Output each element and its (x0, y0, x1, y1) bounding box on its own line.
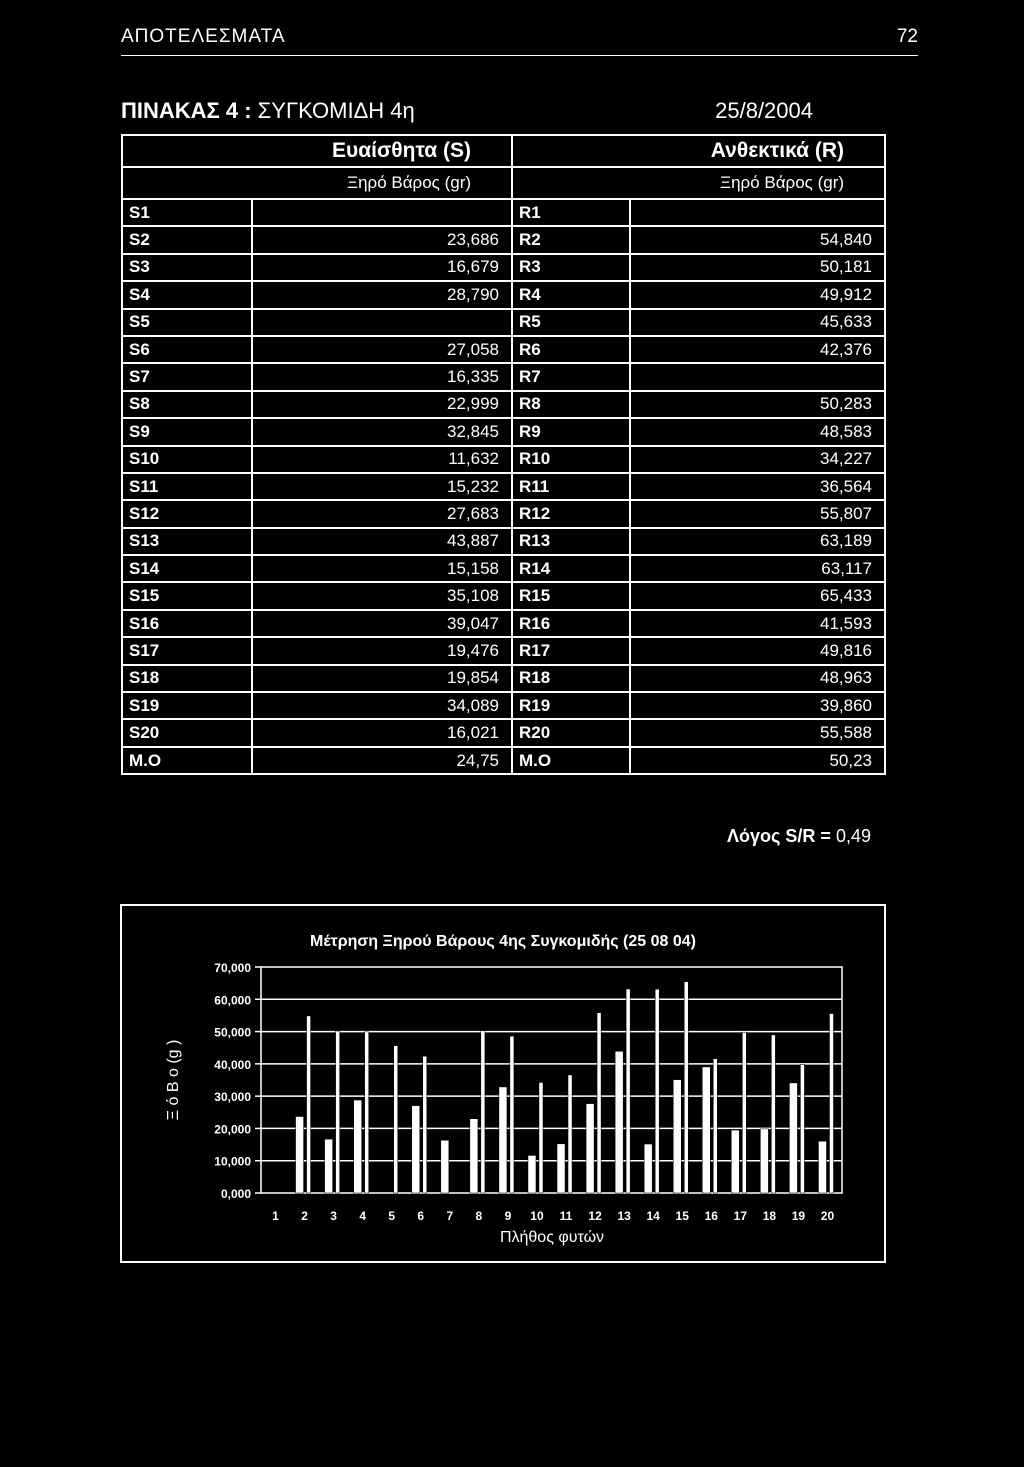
bar (528, 1155, 536, 1193)
sample-r-value: 42,376 (630, 336, 885, 363)
bar (626, 989, 630, 1193)
bar (742, 1032, 746, 1193)
bar (510, 1036, 514, 1193)
table-row (122, 692, 885, 719)
bar (470, 1119, 478, 1193)
sample-s-value: 19,854 (252, 665, 512, 692)
bar (423, 1056, 427, 1193)
sample-s-value: 16,021 (252, 719, 512, 746)
bar (713, 1059, 717, 1193)
bar (673, 1080, 681, 1193)
sample-s-value: 27,058 (252, 336, 512, 363)
results-table (121, 134, 886, 775)
table-row (122, 418, 885, 445)
x-tick-label: 15 (675, 1209, 689, 1223)
sample-s-label: S11 (122, 473, 252, 500)
bar (818, 1141, 826, 1193)
bar (412, 1106, 420, 1193)
sample-s-value: 32,845 (252, 418, 512, 445)
sample-s-label: S2 (122, 226, 252, 253)
bar (655, 989, 659, 1193)
bar (481, 1031, 485, 1193)
x-tick-label: 6 (417, 1209, 425, 1223)
sample-s-value (252, 309, 512, 336)
bar (557, 1144, 565, 1193)
page-header (121, 26, 918, 48)
y-tick-label: 20,000 (214, 1122, 251, 1137)
sample-s-label: S17 (122, 637, 252, 664)
sample-s-label: S19 (122, 692, 252, 719)
table-number: ΠΙΝΑΚΑΣ 4 : (121, 98, 252, 123)
sample-r-label: R1 (512, 199, 630, 226)
table-title (121, 98, 813, 124)
bar (615, 1051, 623, 1193)
bar (394, 1046, 398, 1193)
sample-s-value: 16,335 (252, 363, 512, 390)
table-row (122, 199, 885, 226)
sample-r-label: R2 (512, 226, 630, 253)
bar (499, 1087, 507, 1193)
sample-s-value: 23,686 (252, 226, 512, 253)
sample-r-value: 54,840 (630, 226, 885, 253)
bar (702, 1067, 710, 1193)
bar (829, 1014, 833, 1193)
sample-r-value: 45,633 (630, 309, 885, 336)
sample-s-label: S1 (122, 199, 252, 226)
bar (296, 1117, 304, 1193)
table-row (122, 637, 885, 664)
x-tick-label: 19 (791, 1209, 806, 1223)
bar (354, 1100, 362, 1193)
sample-s-value: 11,632 (252, 446, 512, 473)
sample-r-label: R3 (512, 254, 630, 281)
ratio-value: 0,49 (835, 826, 871, 846)
y-tick-label: 50,000 (214, 1025, 251, 1040)
sample-r-value: 50,23 (630, 747, 885, 774)
x-tick-label: 10 (530, 1209, 544, 1223)
group-resistant: Ανθεκτικά (R) (512, 135, 885, 167)
sample-s-label: S15 (122, 582, 252, 609)
y-tick-label: 70,000 (214, 961, 251, 975)
sample-s-value: 28,790 (252, 281, 512, 308)
bar (365, 1032, 369, 1193)
sample-r-value: 50,283 (630, 391, 885, 418)
x-tick-label: 7 (446, 1209, 454, 1223)
sample-r-value: 63,117 (630, 555, 885, 582)
table-row (122, 610, 885, 637)
table-row (122, 446, 885, 473)
sample-r-label: R5 (512, 309, 630, 336)
sample-s-label: S20 (122, 719, 252, 746)
sample-s-value: 34,089 (252, 692, 512, 719)
sample-s-label: Μ.Ο (122, 747, 252, 774)
chart-container (120, 904, 886, 1263)
group-sensitive: Ευαίσθητα (S) (122, 135, 512, 167)
sample-r-value: 49,816 (630, 637, 885, 664)
y-tick-label: 30,000 (214, 1090, 251, 1105)
table-row (122, 281, 885, 308)
sample-s-label: S7 (122, 363, 252, 390)
sample-s-label: S4 (122, 281, 252, 308)
table-row (122, 582, 885, 609)
sample-r-label: R11 (512, 473, 630, 500)
section-title: ΑΠΟΤΕΛΕΣΜΑΤΑ (121, 26, 286, 47)
sample-s-label: S8 (122, 391, 252, 418)
sample-s-value (252, 199, 512, 226)
bar (760, 1129, 768, 1193)
x-tick-label: 9 (504, 1209, 512, 1223)
sample-r-value: 41,593 (630, 610, 885, 637)
bar (441, 1140, 449, 1193)
sample-r-label: R20 (512, 719, 630, 746)
sample-r-value: 48,583 (630, 418, 885, 445)
x-tick-label: 5 (388, 1209, 396, 1223)
bar (325, 1139, 333, 1193)
sample-s-label: S16 (122, 610, 252, 637)
sample-r-label: R10 (512, 446, 630, 473)
table-row (122, 363, 885, 390)
chart-title: Μέτρηση Ξηρού Βάρους 4ης Συγκομιδής (25 08 04) (310, 933, 696, 950)
y-tick-label: 10,000 (214, 1154, 251, 1169)
sample-r-label: R16 (512, 610, 630, 637)
table-row (122, 254, 885, 281)
sample-r-label: R15 (512, 582, 630, 609)
bar (336, 1031, 340, 1193)
unit-resistant: Ξηρό Βάρος (gr) (512, 167, 885, 199)
sample-r-value: 49,912 (630, 281, 885, 308)
sample-s-value: 27,683 (252, 500, 512, 527)
x-axis-label: Πλήθος φυτών (499, 1229, 605, 1246)
sample-s-value: 22,999 (252, 391, 512, 418)
sample-r-value: 63,189 (630, 528, 885, 555)
group-header-row (122, 135, 885, 167)
table-row (122, 719, 885, 746)
table-row (122, 391, 885, 418)
sample-r-value (630, 363, 885, 390)
sample-r-label: R4 (512, 281, 630, 308)
sample-r-value: 34,227 (630, 446, 885, 473)
bar (568, 1075, 572, 1193)
table-subtitle: ΣΥΓΚΟΜΙΔΗ 4η (257, 98, 415, 123)
bar (644, 1144, 652, 1193)
sample-r-value: 36,564 (630, 473, 885, 500)
plot-area (261, 967, 842, 1193)
x-tick-label: 4 (359, 1209, 367, 1223)
y-tick-label: 40,000 (214, 1057, 251, 1072)
bar (731, 1130, 739, 1193)
sample-s-label: S10 (122, 446, 252, 473)
sample-r-value: 55,807 (630, 500, 885, 527)
sample-r-label: R14 (512, 555, 630, 582)
mean-row (122, 747, 885, 774)
x-tick-label: 8 (475, 1209, 483, 1223)
x-tick-label: 13 (617, 1209, 631, 1223)
sample-r-value: 65,433 (630, 582, 885, 609)
table-row (122, 309, 885, 336)
sample-r-label: R9 (512, 418, 630, 445)
table-row (122, 528, 885, 555)
table-row (122, 473, 885, 500)
table-date: 25/8/2004 (715, 98, 813, 123)
table-row (122, 555, 885, 582)
y-tick-label: 0,000 (220, 1187, 251, 1201)
x-tick-label: 18 (762, 1209, 777, 1223)
table-row (122, 500, 885, 527)
unit-header-row (122, 167, 885, 199)
sample-r-label: R6 (512, 336, 630, 363)
sample-r-label: R12 (512, 500, 630, 527)
y-axis-label: Ξ ό Β ο (g ) (165, 1039, 182, 1121)
sample-r-label: R19 (512, 692, 630, 719)
sample-r-value: 48,963 (630, 665, 885, 692)
sample-r-label: R17 (512, 637, 630, 664)
bar (586, 1104, 594, 1193)
sample-s-value: 24,75 (252, 747, 512, 774)
table-row (122, 665, 885, 692)
header-rule (121, 55, 918, 56)
sample-r-label: R8 (512, 391, 630, 418)
sample-s-value: 35,108 (252, 582, 512, 609)
sample-r-value: 55,588 (630, 719, 885, 746)
ratio-line (727, 826, 871, 847)
sample-r-value (630, 199, 885, 226)
sample-r-label: R13 (512, 528, 630, 555)
x-tick-label: 20 (820, 1209, 835, 1223)
x-tick-label: 12 (588, 1209, 602, 1223)
sample-s-label: S14 (122, 555, 252, 582)
unit-sensitive: Ξηρό Βάρος (gr) (122, 167, 512, 199)
sample-s-value: 15,158 (252, 555, 512, 582)
x-tick-label: 11 (559, 1209, 573, 1223)
bar (800, 1064, 804, 1193)
bar (771, 1035, 775, 1193)
x-tick-label: 14 (646, 1209, 660, 1223)
x-tick-label: 2 (301, 1209, 308, 1223)
table-row (122, 336, 885, 363)
sample-s-value: 43,887 (252, 528, 512, 555)
bar (684, 982, 688, 1193)
sample-s-label: S9 (122, 418, 252, 445)
sample-s-value: 19,476 (252, 637, 512, 664)
x-tick-label: 3 (330, 1209, 337, 1223)
x-tick-label: 17 (733, 1209, 748, 1223)
sample-s-label: S6 (122, 336, 252, 363)
sample-r-value: 50,181 (630, 254, 885, 281)
sample-s-label: S13 (122, 528, 252, 555)
sample-r-label: Μ.Ο (512, 747, 630, 774)
sample-r-label: R7 (512, 363, 630, 390)
x-tick-label: 1 (272, 1209, 279, 1223)
table-row (122, 226, 885, 253)
bar (307, 1016, 311, 1193)
bar (597, 1013, 601, 1193)
sample-s-label: S12 (122, 500, 252, 527)
y-tick-label: 60,000 (214, 993, 251, 1008)
sample-s-value: 39,047 (252, 610, 512, 637)
bar (789, 1083, 797, 1193)
sample-s-label: S18 (122, 665, 252, 692)
sample-r-label: R18 (512, 665, 630, 692)
sample-s-label: S5 (122, 309, 252, 336)
page-number: 72 (896, 26, 918, 47)
sample-s-label: S3 (122, 254, 252, 281)
sample-s-value: 16,679 (252, 254, 512, 281)
ratio-label: Λόγος S/R = (727, 826, 831, 846)
sample-s-value: 15,232 (252, 473, 512, 500)
sample-r-value: 39,860 (630, 692, 885, 719)
x-tick-label: 16 (704, 1209, 718, 1223)
bar (539, 1082, 543, 1193)
bar-chart (122, 906, 884, 1261)
